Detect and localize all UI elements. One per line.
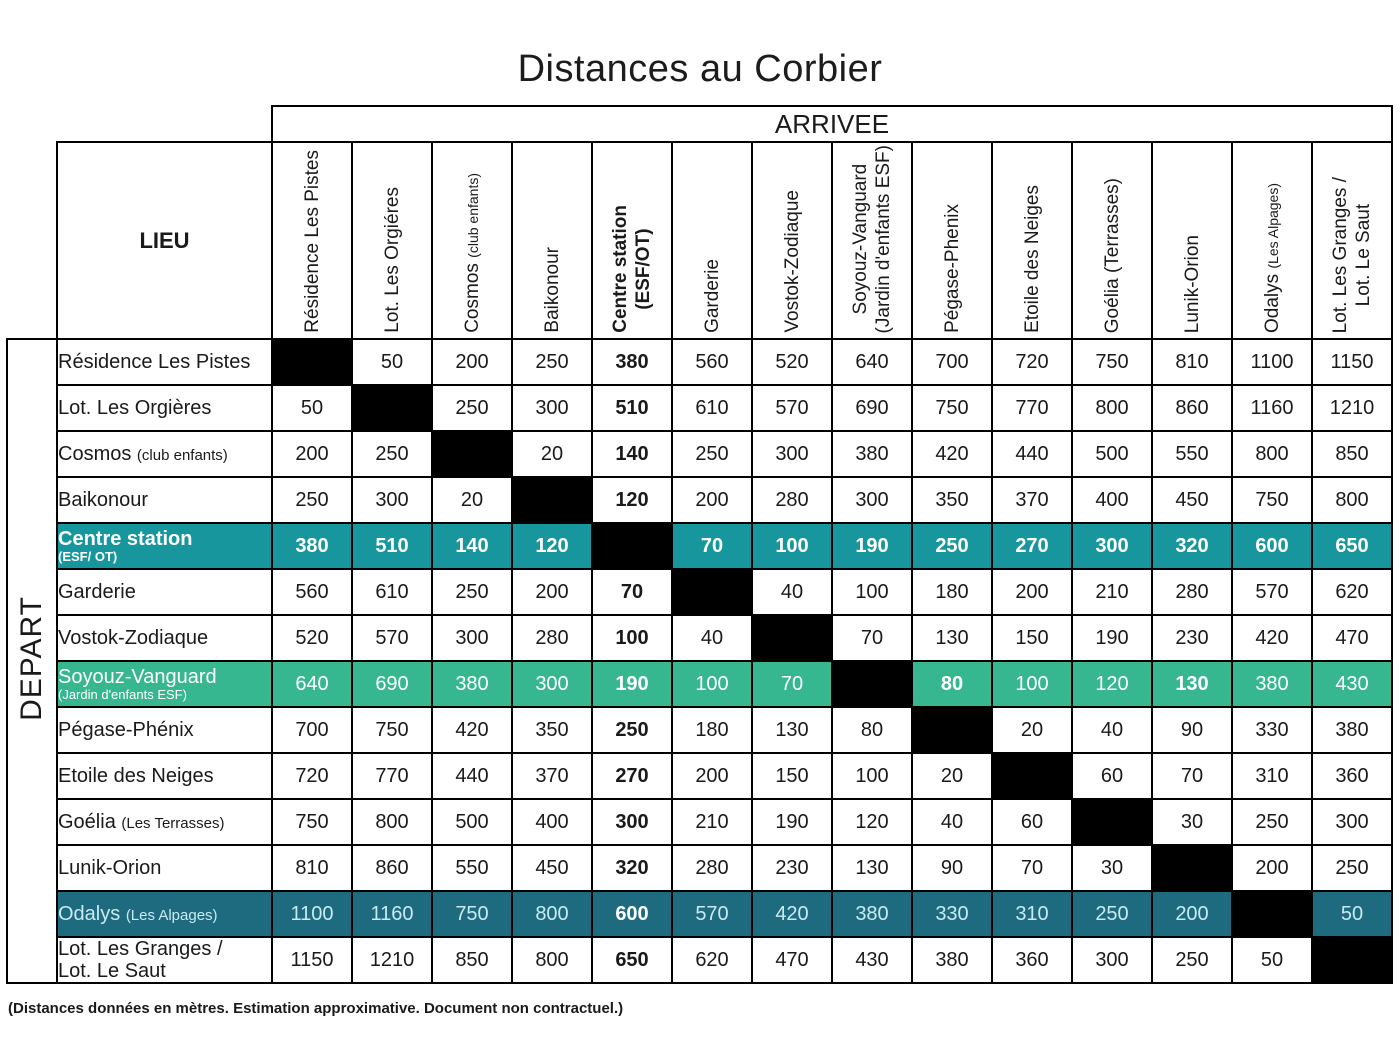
distance-cell: 30 [1152, 799, 1232, 845]
footnote: (Distances données en mètres. Estimation approximative. Document non contractuel.) [8, 1000, 624, 1017]
distance-cell: 70 [592, 569, 672, 615]
distance-cell: 510 [592, 385, 672, 431]
distance-cell: 200 [272, 431, 352, 477]
column-header [592, 142, 672, 339]
distance-cell: 100 [832, 569, 912, 615]
distance-cell: 300 [1072, 937, 1152, 983]
distance-cell: 770 [992, 385, 1072, 431]
distance-cell: 70 [672, 523, 752, 569]
distance-cell: 90 [1152, 707, 1232, 753]
distance-cell: 520 [752, 339, 832, 385]
column-header-sublabel: (club enfants) [464, 173, 481, 259]
distance-cell: 40 [672, 615, 752, 661]
distance-cell: 800 [1232, 431, 1312, 477]
distance-cell: 720 [992, 339, 1072, 385]
column-header-label: Goélia (Terrasses) [1101, 177, 1123, 333]
diagonal-cell [992, 753, 1072, 799]
distance-cell: 570 [352, 615, 432, 661]
distance-cell: 150 [752, 753, 832, 799]
distance-cell: 550 [1152, 431, 1232, 477]
distance-cell: 700 [912, 339, 992, 385]
distance-cell: 420 [912, 431, 992, 477]
corner-spacer-left [7, 142, 57, 339]
distance-cell: 750 [912, 385, 992, 431]
distance-cell: 120 [592, 477, 672, 523]
distance-matrix [6, 105, 1393, 984]
distance-cell: 70 [832, 615, 912, 661]
column-header-label: Centre station [610, 205, 631, 333]
distance-cell: 380 [272, 523, 352, 569]
distance-cell: 250 [512, 339, 592, 385]
distance-cell: 1150 [1312, 339, 1392, 385]
distance-cell: 470 [1312, 615, 1392, 661]
distance-cell: 190 [1072, 615, 1152, 661]
diagonal-cell [1072, 799, 1152, 845]
distance-cell: 640 [832, 339, 912, 385]
row-label [57, 477, 272, 523]
row-label-text: Odalys [58, 903, 121, 925]
distance-cell: 380 [432, 661, 512, 707]
distance-cell: 450 [1152, 477, 1232, 523]
distance-cell: 500 [432, 799, 512, 845]
distance-cell: 1160 [352, 891, 432, 937]
column-header [672, 142, 752, 339]
distance-cell: 20 [992, 707, 1072, 753]
distance-cell: 570 [672, 891, 752, 937]
distance-cell: 860 [1152, 385, 1232, 431]
row-label [57, 937, 272, 983]
distance-cell: 60 [992, 799, 1072, 845]
row-label [57, 845, 272, 891]
distance-cell: 190 [592, 661, 672, 707]
distance-cell: 620 [1312, 569, 1392, 615]
row-label-text: Etoile des Neiges [58, 765, 214, 787]
distance-cell: 40 [1072, 707, 1152, 753]
diagonal-cell [832, 661, 912, 707]
distance-cell: 610 [352, 569, 432, 615]
distance-cell: 350 [512, 707, 592, 753]
row-label-subtext: (club enfants) [136, 447, 228, 464]
column-header-label: Lot. Les Orgiéres [381, 187, 403, 333]
distance-cell: 50 [352, 339, 432, 385]
distance-cell: 250 [432, 569, 512, 615]
distance-cell: 300 [1312, 799, 1392, 845]
distance-cell: 470 [752, 937, 832, 983]
distance-cell: 300 [512, 661, 592, 707]
distance-cell: 100 [672, 661, 752, 707]
distance-cell: 700 [272, 707, 352, 753]
distance-cell: 100 [752, 523, 832, 569]
column-header-label: Résidence Les Pistes [301, 150, 323, 333]
distance-cell: 600 [592, 891, 672, 937]
distance-cell: 800 [352, 799, 432, 845]
distance-cell: 640 [272, 661, 352, 707]
row-label-text: Soyouz-Vanguard [58, 665, 217, 688]
distance-cell: 130 [912, 615, 992, 661]
column-header [1152, 142, 1232, 339]
row-label [57, 431, 272, 477]
distance-cell: 250 [1152, 937, 1232, 983]
table-row [7, 891, 1392, 937]
distance-cell: 750 [1232, 477, 1312, 523]
diagonal-cell [1152, 845, 1232, 891]
arrivee-header: ARRIVEE [272, 106, 1392, 142]
distance-cell: 810 [1152, 339, 1232, 385]
distance-cell: 550 [432, 845, 512, 891]
distance-cell: 200 [992, 569, 1072, 615]
diagonal-cell [272, 339, 352, 385]
distance-cell: 20 [432, 477, 512, 523]
column-header [992, 142, 1072, 339]
distance-cell: 80 [912, 661, 992, 707]
row-label [57, 339, 272, 385]
distance-cell: 250 [592, 707, 672, 753]
distance-cell: 50 [272, 385, 352, 431]
table-row [7, 569, 1392, 615]
distance-cell: 300 [752, 431, 832, 477]
distance-cell: 520 [272, 615, 352, 661]
distance-cell: 180 [672, 707, 752, 753]
distance-cell: 50 [1232, 937, 1312, 983]
row-label-text: Lunik-Orion [58, 857, 162, 879]
distance-cell: 330 [912, 891, 992, 937]
distance-cell: 420 [752, 891, 832, 937]
distance-cell: 800 [1072, 385, 1152, 431]
distance-cell: 430 [1312, 661, 1392, 707]
row-label-subtext: (Les Alpages) [125, 907, 218, 924]
distance-cell: 800 [512, 937, 592, 983]
distance-cell: 200 [432, 339, 512, 385]
distance-cell: 300 [352, 477, 432, 523]
row-label [57, 753, 272, 799]
table-row [7, 477, 1392, 523]
distance-cell: 750 [432, 891, 512, 937]
distance-cell: 1210 [352, 937, 432, 983]
row-label [57, 615, 272, 661]
column-header-label: Garderie [701, 259, 723, 333]
distance-cell: 250 [1072, 891, 1152, 937]
distance-cell: 280 [512, 615, 592, 661]
lieu-header: LIEU [57, 142, 272, 339]
distance-cell: 360 [992, 937, 1072, 983]
distance-cell: 130 [832, 845, 912, 891]
column-header-subline: (ESF/OT) [633, 228, 654, 310]
column-header-label: Lot. Les Granges / [1330, 176, 1351, 333]
distance-cell: 210 [1072, 569, 1152, 615]
distance-cell: 210 [672, 799, 752, 845]
distance-cell: 180 [912, 569, 992, 615]
column-header [512, 142, 592, 339]
distance-cell: 1160 [1232, 385, 1312, 431]
row-label-text: Centre station [58, 527, 193, 550]
distance-cell: 40 [912, 799, 992, 845]
row-label-text: Pégase-Phénix [58, 719, 194, 741]
distance-cell: 190 [752, 799, 832, 845]
table-row [7, 339, 1392, 385]
distance-cell: 230 [1152, 615, 1232, 661]
distance-cell: 310 [992, 891, 1072, 937]
distance-cell: 330 [1232, 707, 1312, 753]
column-header-label: Soyouz-Vanguard [850, 163, 871, 315]
distance-cell: 810 [272, 845, 352, 891]
distance-cell: 440 [432, 753, 512, 799]
distance-cell: 20 [512, 431, 592, 477]
distance-cell: 200 [512, 569, 592, 615]
column-header [272, 142, 352, 339]
table-row [7, 661, 1392, 707]
distance-cell: 30 [1072, 845, 1152, 891]
column-header [1312, 142, 1392, 339]
distance-cell: 320 [1152, 523, 1232, 569]
diagonal-cell [672, 569, 752, 615]
distance-cell: 650 [592, 937, 672, 983]
distance-cell: 90 [912, 845, 992, 891]
row-label-text: Vostok-Zodiaque [58, 627, 209, 649]
diagonal-cell [432, 431, 512, 477]
distance-cell: 230 [752, 845, 832, 891]
distance-cell: 570 [1232, 569, 1312, 615]
row-label [57, 891, 272, 937]
arrivee-row [7, 106, 1392, 142]
distance-cell: 380 [592, 339, 672, 385]
distance-cell: 140 [592, 431, 672, 477]
column-header-label: Cosmos [461, 263, 483, 333]
distance-cell: 440 [992, 431, 1072, 477]
distance-cell: 300 [432, 615, 512, 661]
distance-cell: 310 [1232, 753, 1312, 799]
distance-cell: 140 [432, 523, 512, 569]
row-label [57, 385, 272, 431]
distance-cell: 200 [1152, 891, 1232, 937]
distance-cell: 570 [752, 385, 832, 431]
diagonal-cell [352, 385, 432, 431]
depart-label: DEPART [15, 596, 48, 721]
distance-cell: 130 [752, 707, 832, 753]
column-header-sublabel: (Les Alpages) [1264, 182, 1281, 269]
distance-cell: 300 [1072, 523, 1152, 569]
column-header [912, 142, 992, 339]
depart-header [7, 339, 57, 983]
row-label [57, 799, 272, 845]
distance-cell: 250 [432, 385, 512, 431]
row-label [57, 707, 272, 753]
distance-cell: 100 [992, 661, 1072, 707]
distance-cell: 250 [1312, 845, 1392, 891]
distance-cell: 620 [672, 937, 752, 983]
table-row [7, 753, 1392, 799]
column-header-label: Etoile des Neiges [1021, 185, 1043, 333]
diagonal-cell [1312, 937, 1392, 983]
distance-cell: 610 [672, 385, 752, 431]
distance-cell: 750 [272, 799, 352, 845]
distance-cell: 500 [1072, 431, 1152, 477]
distance-cell: 1100 [1232, 339, 1312, 385]
distance-cell: 400 [1072, 477, 1152, 523]
column-header [432, 142, 512, 339]
table-row [7, 799, 1392, 845]
distance-cell: 70 [992, 845, 1072, 891]
page-title: Distances au Corbier [517, 48, 883, 90]
distance-cell: 650 [1312, 523, 1392, 569]
distance-cell: 750 [1072, 339, 1152, 385]
distance-cell: 380 [832, 891, 912, 937]
row-label-text: Lot. Les Orgières [58, 397, 212, 419]
distance-cell: 200 [672, 477, 752, 523]
column-header [352, 142, 432, 339]
column-header [1072, 142, 1152, 339]
table-row [7, 615, 1392, 661]
table-row [7, 937, 1392, 983]
distance-cell: 250 [912, 523, 992, 569]
row-label [57, 569, 272, 615]
distance-cell: 800 [1312, 477, 1392, 523]
distance-cell: 250 [1232, 799, 1312, 845]
distance-cell: 120 [832, 799, 912, 845]
distance-cell: 300 [512, 385, 592, 431]
table-row [7, 385, 1392, 431]
diagonal-cell [512, 477, 592, 523]
distance-cell: 850 [1312, 431, 1392, 477]
distance-cell: 420 [1232, 615, 1312, 661]
distance-cell: 120 [512, 523, 592, 569]
distance-cell: 80 [832, 707, 912, 753]
distance-cell: 370 [992, 477, 1072, 523]
table-row [7, 845, 1392, 891]
diagonal-cell [592, 523, 672, 569]
distance-cell: 380 [1232, 661, 1312, 707]
distance-cell: 100 [592, 615, 672, 661]
distance-cell: 750 [352, 707, 432, 753]
distance-cell: 190 [832, 523, 912, 569]
distance-cell: 1100 [272, 891, 352, 937]
row-label-text: Lot. Les Granges / [58, 938, 223, 960]
row-label [57, 523, 272, 569]
distance-cell: 510 [352, 523, 432, 569]
distance-cell: 450 [512, 845, 592, 891]
distance-cell: 560 [672, 339, 752, 385]
row-label [57, 661, 272, 707]
column-header-row [7, 142, 1392, 339]
distance-cell: 70 [1152, 753, 1232, 799]
distance-cell: 120 [1072, 661, 1152, 707]
distance-cell: 690 [352, 661, 432, 707]
matrix-body [7, 106, 1392, 983]
row-label-subline: (ESF/ OT) [58, 548, 118, 564]
row-label-text: Goélia [58, 811, 116, 833]
diagonal-cell [912, 707, 992, 753]
distance-cell: 360 [1312, 753, 1392, 799]
distance-cell: 150 [992, 615, 1072, 661]
distance-cell: 50 [1312, 891, 1392, 937]
distance-cell: 200 [1232, 845, 1312, 891]
distance-cell: 720 [272, 753, 352, 799]
distance-cell: 300 [832, 477, 912, 523]
distance-cell: 1210 [1312, 385, 1392, 431]
column-header-subline: Lot. Le Saut [1353, 203, 1374, 307]
distance-cell: 350 [912, 477, 992, 523]
distance-cell: 380 [912, 937, 992, 983]
distance-cell: 250 [352, 431, 432, 477]
distance-cell: 770 [352, 753, 432, 799]
distance-cell: 420 [432, 707, 512, 753]
distance-cell: 250 [672, 431, 752, 477]
column-header [752, 142, 832, 339]
distance-cell: 1150 [272, 937, 352, 983]
column-header-label: Odalys [1261, 273, 1283, 333]
row-label-subline: (Jardin d'enfants ESF) [58, 686, 187, 702]
table-row [7, 523, 1392, 569]
column-header [832, 142, 912, 339]
distance-cell: 860 [352, 845, 432, 891]
distance-cell: 280 [752, 477, 832, 523]
row-label-text: Garderie [58, 581, 136, 603]
diagonal-cell [1232, 891, 1312, 937]
distance-cell: 130 [1152, 661, 1232, 707]
distance-cell: 280 [1152, 569, 1232, 615]
distance-cell: 380 [1312, 707, 1392, 753]
diagonal-cell [752, 615, 832, 661]
column-header-label: Baikonour [541, 247, 563, 333]
row-label-subtext: (Les Terrasses) [121, 815, 225, 832]
distance-cell: 320 [592, 845, 672, 891]
distance-cell: 370 [512, 753, 592, 799]
distance-cell: 430 [832, 937, 912, 983]
column-header-label: Lunik-Orion [1181, 234, 1203, 333]
distance-cell: 690 [832, 385, 912, 431]
distance-cell: 40 [752, 569, 832, 615]
column-header-subline: (Jardin d'enfants ESF) [873, 144, 894, 333]
distance-cell: 270 [992, 523, 1072, 569]
distance-cell: 380 [832, 431, 912, 477]
distance-cell: 60 [1072, 753, 1152, 799]
distance-cell: 250 [272, 477, 352, 523]
distance-cell: 600 [1232, 523, 1312, 569]
column-header-label: Vostok-Zodiaque [781, 190, 803, 333]
distance-cell: 400 [512, 799, 592, 845]
row-label-text: Cosmos [58, 443, 132, 465]
distance-cell: 560 [272, 569, 352, 615]
distance-cell: 70 [752, 661, 832, 707]
column-header-label: Pégase-Phenix [941, 204, 963, 333]
distance-cell: 300 [592, 799, 672, 845]
distance-cell: 280 [672, 845, 752, 891]
distance-cell: 800 [512, 891, 592, 937]
table-row [7, 707, 1392, 753]
distance-cell: 20 [912, 753, 992, 799]
row-label-text: Résidence Les Pistes [58, 351, 251, 373]
distance-cell: 200 [672, 753, 752, 799]
row-label-subline: Lot. Le Saut [58, 960, 166, 982]
row-label-text: Baikonour [58, 489, 149, 511]
distance-cell: 850 [432, 937, 512, 983]
corner-spacer [7, 106, 272, 142]
table-row [7, 431, 1392, 477]
distance-cell: 100 [832, 753, 912, 799]
column-header [1232, 142, 1312, 339]
distance-cell: 270 [592, 753, 672, 799]
